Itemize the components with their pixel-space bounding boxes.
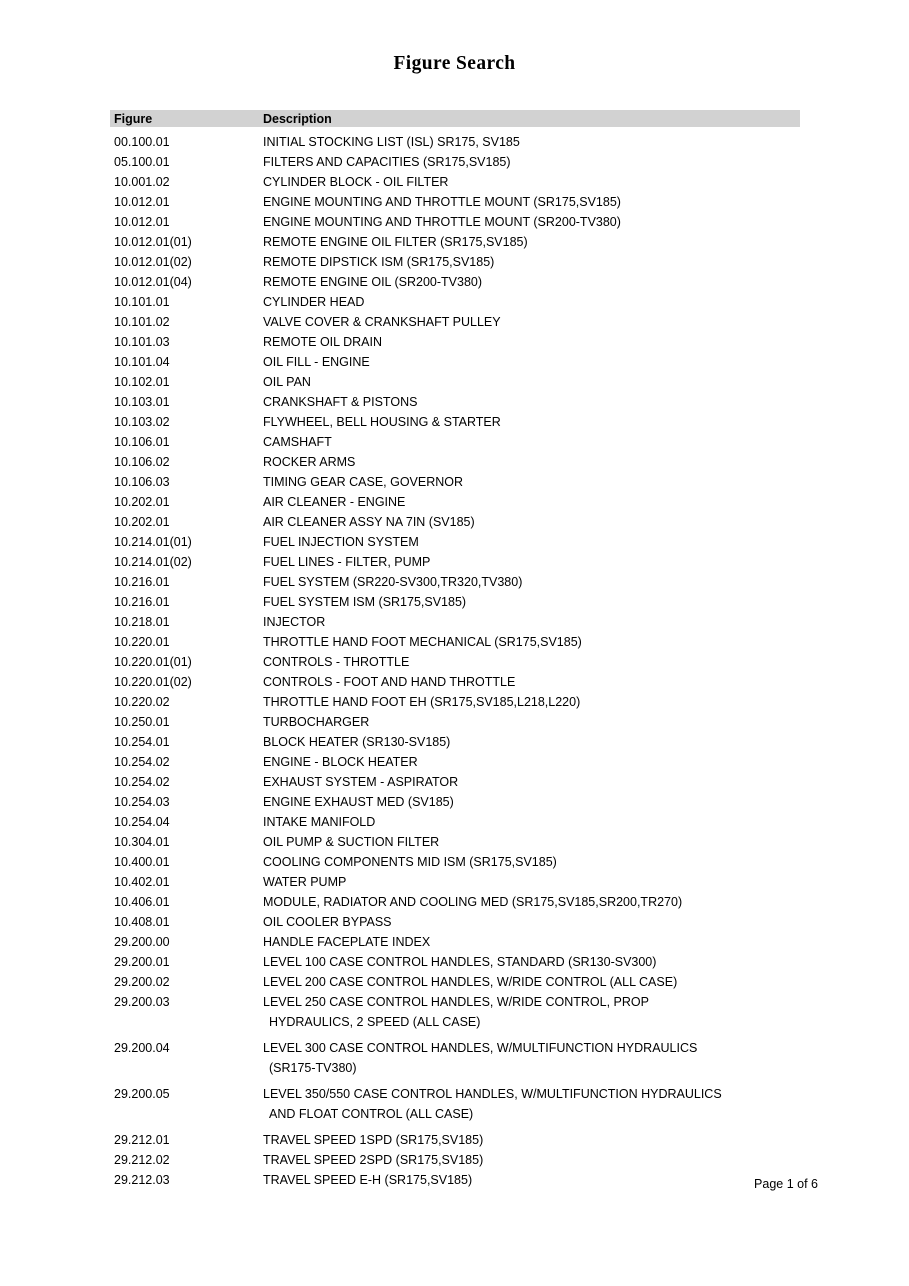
cell-figure-number: 10.408.01 bbox=[114, 915, 170, 929]
table-row[interactable] bbox=[110, 292, 800, 312]
description-line: LEVEL 100 CASE CONTROL HANDLES, STANDARD (SR130-SV300) bbox=[263, 955, 657, 969]
cell-figure-number: 10.202.01 bbox=[114, 495, 170, 509]
description-line: CYLINDER HEAD bbox=[263, 295, 365, 309]
description-line: REMOTE OIL DRAIN bbox=[263, 335, 382, 349]
cell-description bbox=[263, 732, 800, 752]
table-row[interactable] bbox=[110, 632, 800, 652]
description-line: TRAVEL SPEED E-H (SR175,SV185) bbox=[263, 1173, 473, 1187]
cell-description bbox=[263, 252, 800, 272]
table-row[interactable] bbox=[110, 392, 800, 412]
description-line: FUEL LINES - FILTER, PUMP bbox=[263, 555, 431, 569]
cell-description bbox=[263, 852, 800, 872]
cell-figure-number: 29.200.00 bbox=[114, 935, 170, 949]
description-line: REMOTE ENGINE OIL FILTER (SR175,SV185) bbox=[263, 235, 528, 249]
cell-figure-number: 29.200.05 bbox=[114, 1087, 170, 1101]
cell-figure-number: 10.216.01 bbox=[114, 595, 170, 609]
cell-description bbox=[263, 912, 800, 932]
cell-figure-number: 10.001.02 bbox=[114, 175, 170, 189]
cell-description bbox=[263, 412, 800, 432]
cell-description bbox=[263, 172, 800, 192]
cell-description bbox=[263, 432, 800, 452]
description-line: TRAVEL SPEED 1SPD (SR175,SV185) bbox=[263, 1133, 484, 1147]
cell-description bbox=[263, 332, 800, 352]
cell-figure-number: 10.101.02 bbox=[114, 315, 170, 329]
cell-figure-number: 10.214.01(02) bbox=[114, 555, 192, 569]
description-line: CRANKSHAFT & PISTONS bbox=[263, 395, 418, 409]
cell-description bbox=[263, 512, 800, 532]
table-row[interactable] bbox=[110, 872, 800, 892]
cell-figure-number: 10.012.01 bbox=[114, 215, 170, 229]
description-line: INTAKE MANIFOLD bbox=[263, 815, 376, 829]
cell-figure-number: 10.214.01(01) bbox=[114, 535, 192, 549]
cell-description bbox=[263, 792, 800, 812]
description-line: AIR CLEANER ASSY NA 7IN (SV185) bbox=[263, 515, 475, 529]
cell-figure-number: 10.103.01 bbox=[114, 395, 170, 409]
table-row[interactable] bbox=[110, 412, 800, 432]
table-row[interactable] bbox=[110, 732, 800, 752]
table-row[interactable] bbox=[110, 832, 800, 852]
cell-figure-number: 29.212.03 bbox=[114, 1173, 170, 1187]
table-row[interactable] bbox=[110, 272, 800, 292]
description-line: AIR CLEANER - ENGINE bbox=[263, 495, 406, 509]
table-row[interactable] bbox=[110, 312, 800, 332]
cell-description bbox=[263, 572, 800, 592]
table-row[interactable] bbox=[110, 652, 800, 672]
cell-description bbox=[263, 1084, 800, 1124]
cell-description bbox=[263, 312, 800, 332]
cell-figure-number: 10.012.01(01) bbox=[114, 235, 192, 249]
cell-figure-number: 10.102.01 bbox=[114, 375, 170, 389]
description-line: OIL FILL - ENGINE bbox=[263, 355, 370, 369]
table-row[interactable] bbox=[110, 212, 800, 232]
page-title: Figure Search bbox=[393, 53, 516, 74]
description-line: TRAVEL SPEED 2SPD (SR175,SV185) bbox=[263, 1153, 484, 1167]
cell-figure-number: 10.400.01 bbox=[114, 855, 170, 869]
description-line: ENGINE EXHAUST MED (SV185) bbox=[263, 795, 454, 809]
description-line: THROTTLE HAND FOOT EH (SR175,SV185,L218,L220) bbox=[263, 695, 581, 709]
table-row[interactable] bbox=[110, 752, 800, 772]
cell-description bbox=[263, 132, 800, 152]
table-body bbox=[110, 132, 800, 1190]
table-row[interactable] bbox=[110, 1038, 800, 1078]
description-line: WATER PUMP bbox=[263, 875, 347, 889]
table-row[interactable] bbox=[110, 572, 800, 592]
table-row[interactable] bbox=[110, 852, 800, 872]
cell-description bbox=[263, 672, 800, 692]
description-line: CONTROLS - FOOT AND HAND THROTTLE bbox=[263, 675, 516, 689]
cell-figure-number: 10.012.01(04) bbox=[114, 275, 192, 289]
cell-description bbox=[263, 272, 800, 292]
table-row[interactable] bbox=[110, 772, 800, 792]
description-line: FILTERS AND CAPACITIES (SR175,SV185) bbox=[263, 155, 511, 169]
table-row[interactable] bbox=[110, 432, 800, 452]
cell-figure-number: 10.254.02 bbox=[114, 775, 170, 789]
cell-figure-number: 10.220.01(02) bbox=[114, 675, 192, 689]
description-line: FUEL SYSTEM ISM (SR175,SV185) bbox=[263, 595, 467, 609]
cell-description bbox=[263, 812, 800, 832]
table-row[interactable] bbox=[110, 452, 800, 472]
table-row[interactable] bbox=[110, 892, 800, 912]
cell-figure-number: 10.216.01 bbox=[114, 575, 170, 589]
table-row[interactable] bbox=[110, 252, 800, 272]
description-line: CAMSHAFT bbox=[263, 435, 332, 449]
cell-figure-number: 10.254.04 bbox=[114, 815, 170, 829]
table-row[interactable] bbox=[110, 592, 800, 612]
description-line: REMOTE DIPSTICK ISM (SR175,SV185) bbox=[263, 255, 495, 269]
cell-figure-number: 10.101.04 bbox=[114, 355, 170, 369]
table-row[interactable] bbox=[110, 812, 800, 832]
table-row[interactable] bbox=[110, 332, 800, 352]
cell-figure-number: 10.106.03 bbox=[114, 475, 170, 489]
table-row[interactable] bbox=[110, 792, 800, 812]
cell-description bbox=[263, 1038, 800, 1078]
table-row[interactable] bbox=[110, 912, 800, 932]
description-line: OIL COOLER BYPASS bbox=[263, 915, 392, 929]
cell-figure-number: 10.103.02 bbox=[114, 415, 170, 429]
cell-figure-number: 10.402.01 bbox=[114, 875, 170, 889]
table-row[interactable] bbox=[110, 1084, 800, 1124]
cell-description bbox=[263, 652, 800, 672]
cell-figure-number: 10.304.01 bbox=[114, 835, 170, 849]
table-row[interactable] bbox=[110, 512, 800, 532]
cell-description bbox=[263, 292, 800, 312]
table-row[interactable] bbox=[110, 712, 800, 732]
description-line: VALVE COVER & CRANKSHAFT PULLEY bbox=[263, 315, 501, 329]
description-line: FLYWHEEL, BELL HOUSING & STARTER bbox=[263, 415, 501, 429]
description-line: TURBOCHARGER bbox=[263, 715, 370, 729]
table-row[interactable] bbox=[110, 232, 800, 252]
cell-figure-number: 10.012.01(02) bbox=[114, 255, 192, 269]
table-row[interactable] bbox=[110, 552, 800, 572]
description-line: OIL PUMP & SUCTION FILTER bbox=[263, 835, 440, 849]
cell-figure-number: 29.200.02 bbox=[114, 975, 170, 989]
table-row[interactable] bbox=[110, 692, 800, 712]
cell-figure-number: 10.202.01 bbox=[114, 515, 170, 529]
cell-description bbox=[263, 492, 800, 512]
cell-figure-number: 10.254.01 bbox=[114, 735, 170, 749]
cell-figure-number: 10.250.01 bbox=[114, 715, 170, 729]
cell-description bbox=[263, 452, 800, 472]
cell-description bbox=[263, 392, 800, 412]
table-row[interactable] bbox=[110, 1150, 800, 1170]
description-line: EXHAUST SYSTEM - ASPIRATOR bbox=[263, 775, 459, 789]
page-number-footer: Page 1 of 6 bbox=[754, 1177, 818, 1191]
cell-description bbox=[263, 872, 800, 892]
description-line: ENGINE MOUNTING AND THROTTLE MOUNT (SR200-TV380) bbox=[263, 215, 621, 229]
cell-description bbox=[263, 712, 800, 732]
column-header-figure: Figure bbox=[114, 112, 153, 126]
cell-description bbox=[263, 772, 800, 792]
description-line: LEVEL 300 CASE CONTROL HANDLES, W/MULTIFUNCTION HYDRAULICS bbox=[263, 1041, 698, 1055]
cell-description bbox=[263, 1150, 800, 1170]
cell-figure-number: 29.212.01 bbox=[114, 1133, 170, 1147]
cell-figure-number: 10.106.01 bbox=[114, 435, 170, 449]
table-row[interactable] bbox=[110, 612, 800, 632]
column-header-description: Description bbox=[263, 112, 332, 126]
description-line: THROTTLE HAND FOOT MECHANICAL (SR175,SV185) bbox=[263, 635, 582, 649]
cell-figure-number: 29.200.04 bbox=[114, 1041, 170, 1055]
cell-description bbox=[263, 752, 800, 772]
cell-description bbox=[263, 992, 800, 1032]
description-line: BLOCK HEATER (SR130-SV185) bbox=[263, 735, 451, 749]
table-row[interactable] bbox=[110, 372, 800, 392]
table-row[interactable] bbox=[110, 532, 800, 552]
description-line: ENGINE MOUNTING AND THROTTLE MOUNT (SR175,SV185) bbox=[263, 195, 621, 209]
description-line-continued: HYDRAULICS, 2 SPEED (ALL CASE) bbox=[269, 1015, 481, 1029]
description-line: LEVEL 350/550 CASE CONTROL HANDLES, W/MULTIFUNCTION HYDRAULICS bbox=[263, 1087, 722, 1101]
table-row[interactable] bbox=[110, 352, 800, 372]
cell-figure-number: 10.406.01 bbox=[114, 895, 170, 909]
cell-figure-number: 10.220.02 bbox=[114, 695, 170, 709]
description-line: INJECTOR bbox=[263, 615, 326, 629]
cell-figure-number: 10.254.02 bbox=[114, 755, 170, 769]
cell-description bbox=[263, 892, 800, 912]
table-row[interactable] bbox=[110, 152, 800, 172]
description-line-continued: AND FLOAT CONTROL (ALL CASE) bbox=[269, 1107, 474, 1121]
cell-description bbox=[263, 932, 800, 952]
description-line: LEVEL 250 CASE CONTROL HANDLES, W/RIDE CONTROL, PROP bbox=[263, 995, 649, 1009]
description-line: CYLINDER BLOCK - OIL FILTER bbox=[263, 175, 449, 189]
table-row[interactable] bbox=[110, 472, 800, 492]
cell-description bbox=[263, 972, 800, 992]
cell-description bbox=[263, 612, 800, 632]
description-line: CONTROLS - THROTTLE bbox=[263, 655, 410, 669]
description-line: FUEL SYSTEM (SR220-SV300,TR320,TV380) bbox=[263, 575, 523, 589]
cell-figure-number: 10.101.01 bbox=[114, 295, 170, 309]
cell-figure-number: 10.101.03 bbox=[114, 335, 170, 349]
cell-description bbox=[263, 352, 800, 372]
description-line: OIL PAN bbox=[263, 375, 311, 389]
table-row[interactable] bbox=[110, 172, 800, 192]
description-line: COOLING COMPONENTS MID ISM (SR175,SV185) bbox=[263, 855, 557, 869]
description-line: INITIAL STOCKING LIST (ISL) SR175, SV185 bbox=[263, 135, 520, 149]
cell-description bbox=[263, 232, 800, 252]
cell-description bbox=[263, 552, 800, 572]
description-line: FUEL INJECTION SYSTEM bbox=[263, 535, 419, 549]
cell-description bbox=[263, 372, 800, 392]
cell-description bbox=[263, 592, 800, 612]
table-row[interactable] bbox=[110, 192, 800, 212]
cell-figure-number: 29.200.03 bbox=[114, 995, 170, 1009]
cell-description bbox=[263, 472, 800, 492]
description-line: ROCKER ARMS bbox=[263, 455, 356, 469]
cell-description bbox=[263, 692, 800, 712]
cell-description bbox=[263, 192, 800, 212]
cell-figure-number: 10.106.02 bbox=[114, 455, 170, 469]
table-row[interactable] bbox=[110, 1130, 800, 1150]
cell-figure-number: 10.012.01 bbox=[114, 195, 170, 209]
description-line: ENGINE - BLOCK HEATER bbox=[263, 755, 418, 769]
cell-figure-number: 10.218.01 bbox=[114, 615, 170, 629]
table-row[interactable] bbox=[110, 972, 800, 992]
cell-figure-number: 10.220.01(01) bbox=[114, 655, 192, 669]
table-row[interactable] bbox=[110, 132, 800, 152]
table-row[interactable] bbox=[110, 492, 800, 512]
cell-figure-number: 29.212.02 bbox=[114, 1153, 170, 1167]
table-row[interactable] bbox=[110, 672, 800, 692]
description-line: MODULE, RADIATOR AND COOLING MED (SR175,SV185,SR200,TR270) bbox=[263, 895, 683, 909]
cell-figure-number: 10.254.03 bbox=[114, 795, 170, 809]
cell-description bbox=[263, 532, 800, 552]
cell-description bbox=[263, 632, 800, 652]
cell-figure-number: 29.200.01 bbox=[114, 955, 170, 969]
cell-figure-number: 05.100.01 bbox=[114, 155, 170, 169]
description-line: LEVEL 200 CASE CONTROL HANDLES, W/RIDE CONTROL (ALL CASE) bbox=[263, 975, 678, 989]
cell-description bbox=[263, 1130, 800, 1150]
cell-figure-number: 10.220.01 bbox=[114, 635, 170, 649]
cell-description bbox=[263, 952, 800, 972]
cell-description bbox=[263, 832, 800, 852]
description-line-continued: (SR175-TV380) bbox=[269, 1061, 357, 1075]
figure-search-table bbox=[110, 110, 800, 1190]
table-row[interactable] bbox=[110, 952, 800, 972]
table-header-row bbox=[110, 110, 800, 127]
cell-description bbox=[263, 212, 800, 232]
cell-figure-number: 00.100.01 bbox=[114, 135, 170, 149]
description-line: TIMING GEAR CASE, GOVERNOR bbox=[263, 475, 464, 489]
table-row[interactable] bbox=[110, 932, 800, 952]
description-line: HANDLE FACEPLATE INDEX bbox=[263, 935, 431, 949]
description-line: REMOTE ENGINE OIL (SR200-TV380) bbox=[263, 275, 483, 289]
table-row[interactable] bbox=[110, 992, 800, 1032]
cell-description bbox=[263, 152, 800, 172]
